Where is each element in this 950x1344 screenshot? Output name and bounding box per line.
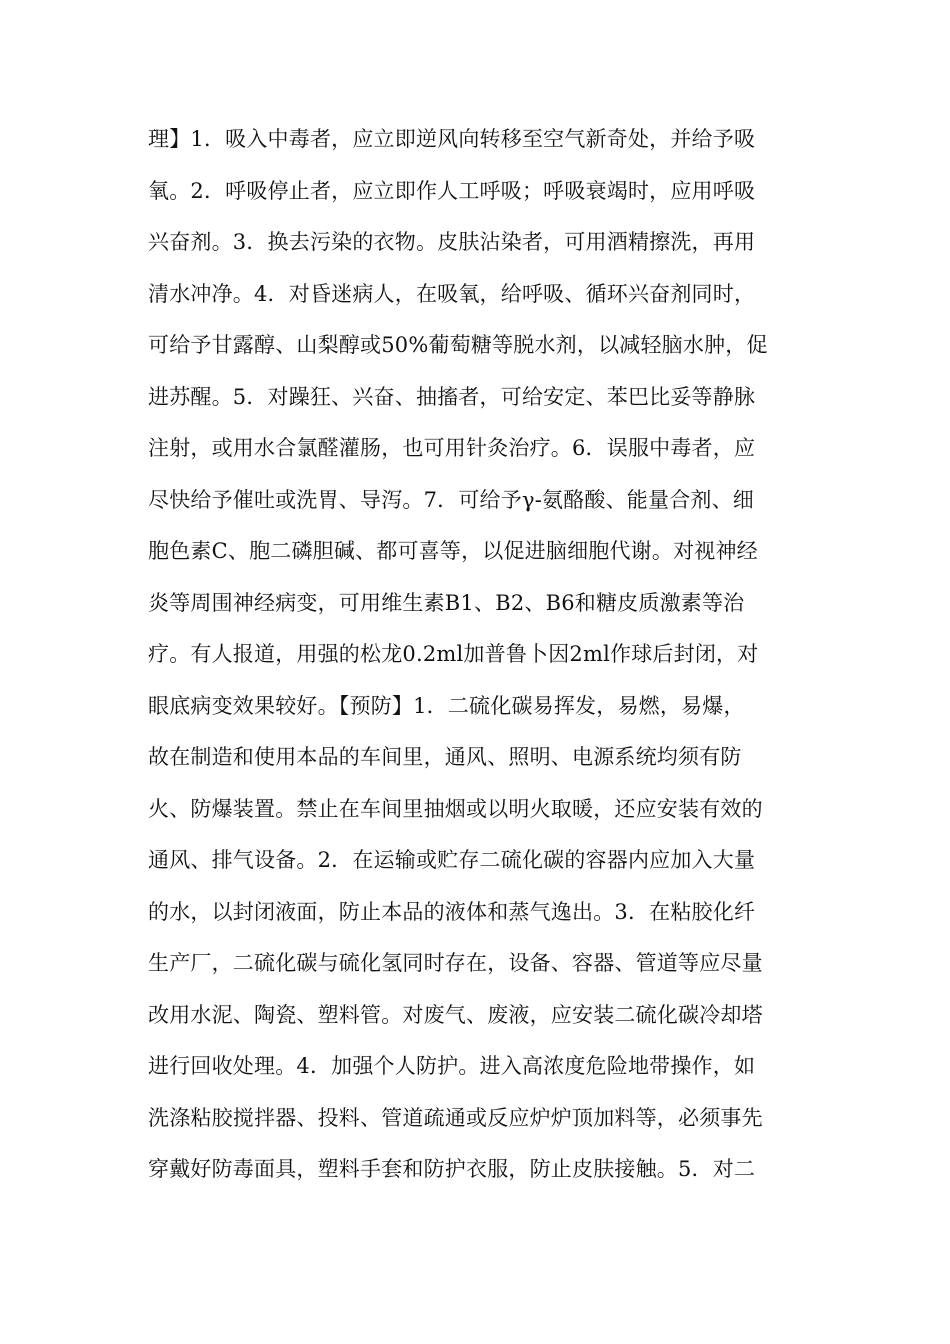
text-line: 疗。有人报道，用强的松龙0.2ml加普鲁卜因2ml作球后封闭，对 bbox=[148, 642, 759, 666]
text-line: 清水冲净。4．对昏迷病人，在吸氧，给呼吸、循环兴奋剂同时， bbox=[148, 281, 756, 306]
text-line: 尽快给予催吐或洗胃、导泻。7．可给予γ-氨酪酸、能量合剂、细 bbox=[148, 487, 755, 512]
text-line: 可给予甘露醇、山梨醇或50%葡萄糖等脱水剂，以减轻脑水肿，促 bbox=[148, 333, 768, 357]
text-line: 炎等周围神经病变，可用维生素B1、B2、B6和糖皮质激素等治 bbox=[148, 590, 745, 615]
text-line: 洗涤粘胶搅拌器、投料、管道疏通或反应炉炉顶加料等，必须事先 bbox=[148, 1105, 763, 1130]
text-line: 改用水泥、陶瓷、塑料管。对废气、废液，应安装二硫化碳冷却塔 bbox=[148, 1002, 763, 1027]
text-line: 胞色素C、胞二磷胆碱、都可喜等，以促进脑细胞代谢。对视神经 bbox=[148, 539, 758, 563]
text-line: 理】1．吸入中毒者，应立即逆风向转移至空气新奇处，并给予吸 bbox=[148, 127, 756, 151]
text-line: 故在制造和使用本品的车间里，通风、照明、电源系统均须有防 bbox=[148, 745, 742, 769]
text-line: 注射，或用水合氯醛灌肠，也可用针灸治疗。6．误服中毒者，应 bbox=[148, 436, 756, 460]
text-line: 进行回收处理。4．加强个人防护。进入高浓度危险地带操作，如 bbox=[148, 1054, 756, 1078]
body-text bbox=[148, 114, 808, 1196]
text-line: 火、防爆装置。禁止在车间里抽烟或以明火取暖，还应安装有效的 bbox=[148, 796, 763, 821]
text-line: 眼底病变效果较好。【预防】1．二硫化碳易挥发，易燃，易爆， bbox=[148, 693, 745, 718]
text-line: 通风、排气设备。2．在运输或贮存二硫化碳的容器内应加入大量 bbox=[148, 848, 756, 872]
text-line: 兴奋剂。3．换去污染的衣物。皮肤沾染者，可用酒精擦洗，再用 bbox=[148, 230, 756, 254]
text-line: 氧。2．呼吸停止者，应立即作人工呼吸；呼吸衰竭时，应用呼吸 bbox=[148, 178, 756, 203]
text-line: 的水，以封闭液面，防止本品的液体和蒸气逸出。3．在粘胶化纤 bbox=[148, 899, 756, 924]
text-line: 穿戴好防毒面具，塑料手套和防护衣服，防止皮肤接触。5．对二 bbox=[148, 1157, 756, 1181]
text-line: 生产厂，二硫化碳与硫化氢同时存在，设备、容器、管道等应尽量 bbox=[148, 951, 763, 975]
text-line: 进苏醒。5．对躁狂、兴奋、抽搐者，可给安定、苯巴比妥等静脉 bbox=[148, 384, 756, 409]
